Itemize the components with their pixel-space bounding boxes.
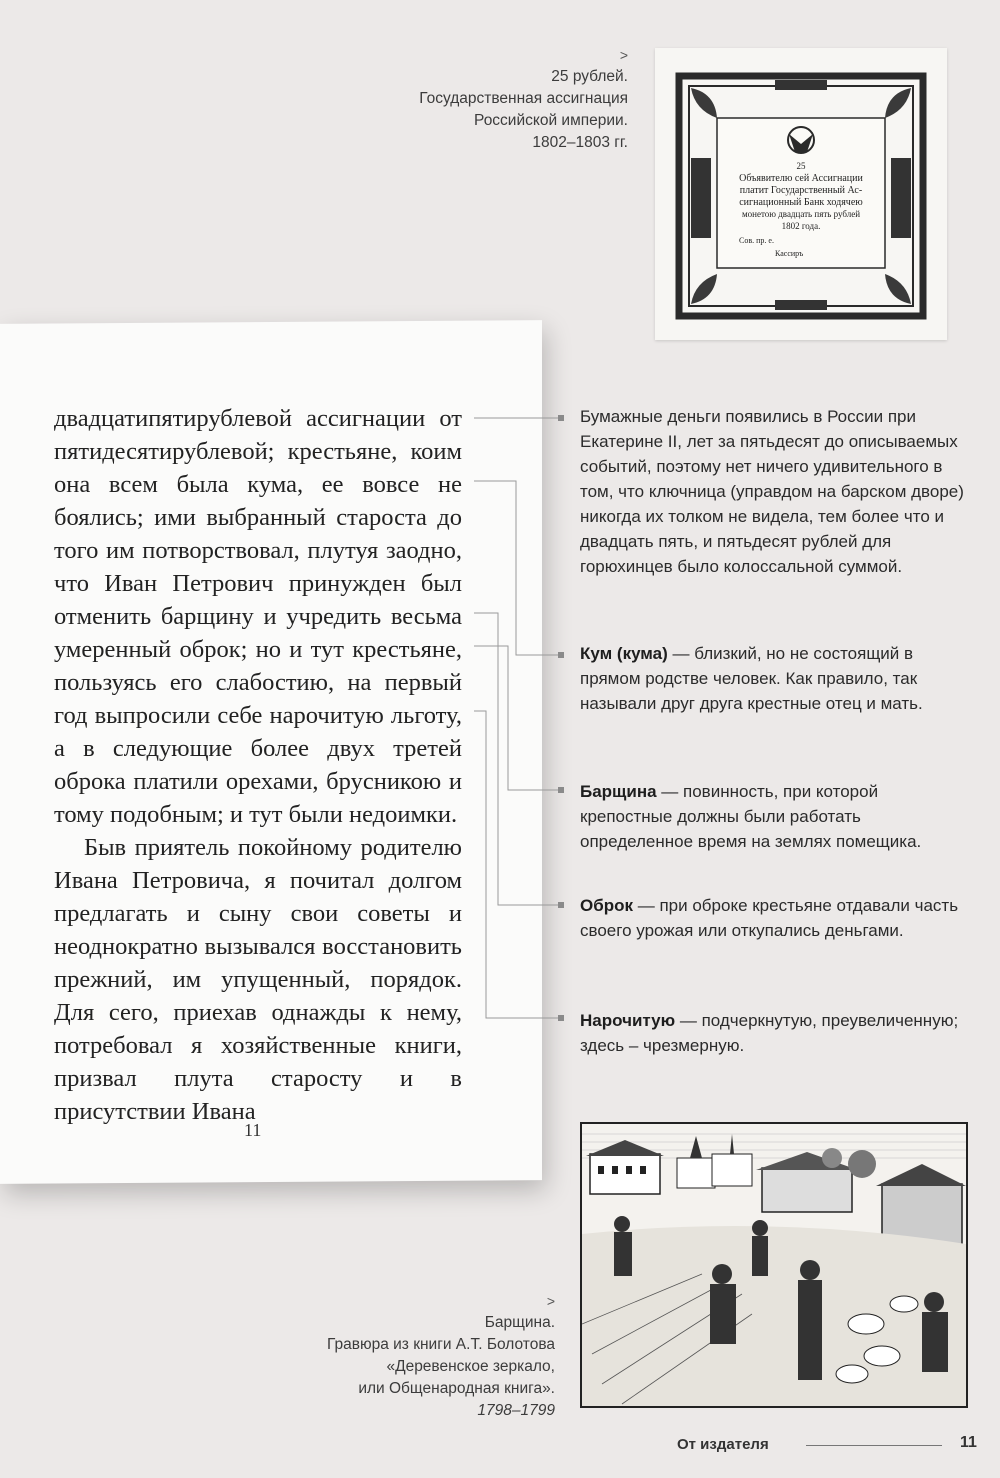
- book-paragraph: двадцатипятирублевой ассигнации от пятидесятирублевой; крестьяне, коим она всем была кума, ее вовсе не боялись; ими выбранный староста до того им потворствовал, плутуя заодно, что Иван Петрович принужден был отменить барщину и учредить весьма умеренный оброк; но и тут крестьяне, пользуясь его слабостию, на первый год выпросили себе нарочитую льготу, а в следующие более двух третей оброка платили орехами, брусникою и тому подобным; и тут были недоимки.: [54, 405, 462, 828]
- book-page-number: 11: [244, 1120, 262, 1140]
- caption-line: Гравюра из книги А.Т. Болотова: [326, 1336, 555, 1353]
- note-paper-money: [580, 404, 965, 579]
- note-obrok: [580, 893, 965, 943]
- footer-page-number: 11: [960, 1434, 977, 1451]
- banknote-line: Объявителю сей Ассигнации: [739, 173, 863, 184]
- engraving-caption: [255, 1290, 555, 1422]
- leader-line: [474, 481, 560, 655]
- footer-rule: [806, 1445, 942, 1446]
- leader-line: [474, 646, 560, 790]
- footer-section-title: От издателя: [677, 1436, 769, 1453]
- leader-line: [474, 711, 560, 1018]
- engraving-drawing: [582, 1124, 966, 1406]
- note-barshchina: [580, 779, 965, 854]
- caption-line: или Общенародная книга».: [358, 1380, 555, 1397]
- caption-years: 1798–1799: [477, 1402, 555, 1419]
- note-term: Нарочитую: [580, 1011, 676, 1030]
- caption-arrow: >: [546, 1293, 555, 1309]
- caption-line: Российской империи.: [474, 112, 628, 129]
- note-term: Барщина: [580, 782, 657, 801]
- caption-arrow: >: [619, 47, 628, 63]
- note-kum: [580, 641, 965, 716]
- banknote-line: сигнационный Банк ходячею: [739, 197, 863, 208]
- caption-line: Барщина.: [484, 1314, 555, 1331]
- caption-line: 25 рублей.: [551, 68, 628, 85]
- note-text: — повинность, при которой крепостные должны были работать определенное время на землях помещика.: [580, 782, 922, 851]
- leader-line: [474, 613, 560, 905]
- caption-line: «Деревенское зеркало,: [386, 1358, 555, 1375]
- book-paragraph: Быв приятель покойному родителю Ивана Петровича, я почитал долгом предлагать и сыну свои советы и неоднократно вызывался восстановить прежний, им упущенный, порядок. Для сего, приехав однажды к нему, потребовал я хозяйственные книги, призвал плута старосту и в присутствии Ивана: [54, 834, 462, 1125]
- caption-line: Государственная ассигнация: [419, 90, 628, 107]
- caption-line: 1802–1803 гг.: [532, 134, 628, 151]
- note-narochituyu: [580, 1008, 965, 1058]
- banknote-line: монетою двадцать пять рублей: [741, 209, 861, 219]
- banknote-line: 1802 года.: [781, 221, 821, 231]
- note-text: — подчеркнутую, преувеличенную; здесь – чрезмерную.: [580, 1011, 959, 1055]
- banknote-line: платит Государственный Ас-: [739, 185, 863, 196]
- note-term: Оброк: [580, 896, 634, 915]
- note-text: Бумажные деньги появились в России при Екатерине II, лет за пятьдесят до описываемых событий, поэтому нет ничего удивительного в том, что ключница (управдом на барском дворе) никогда их толком не видела, тем более что и двадцать пять, и пятьдесят рублей для горюхинцев было колоссальной суммой.: [580, 407, 964, 576]
- note-text: — близкий, но не состоящий в прямом родстве человек. Как правило, так называли друг друга крестные отец и мать.: [580, 644, 923, 713]
- banknote-number: 25: [796, 161, 806, 171]
- banknote-line: Сов. пр. е.: [739, 236, 774, 245]
- banknote-line: Кассиръ: [775, 249, 804, 258]
- note-term: Кум (кума): [580, 644, 668, 663]
- note-text: — при оброке крестьяне отдавали часть своего урожая или откупались деньгами.: [580, 896, 959, 940]
- engraving-image: [580, 1122, 968, 1408]
